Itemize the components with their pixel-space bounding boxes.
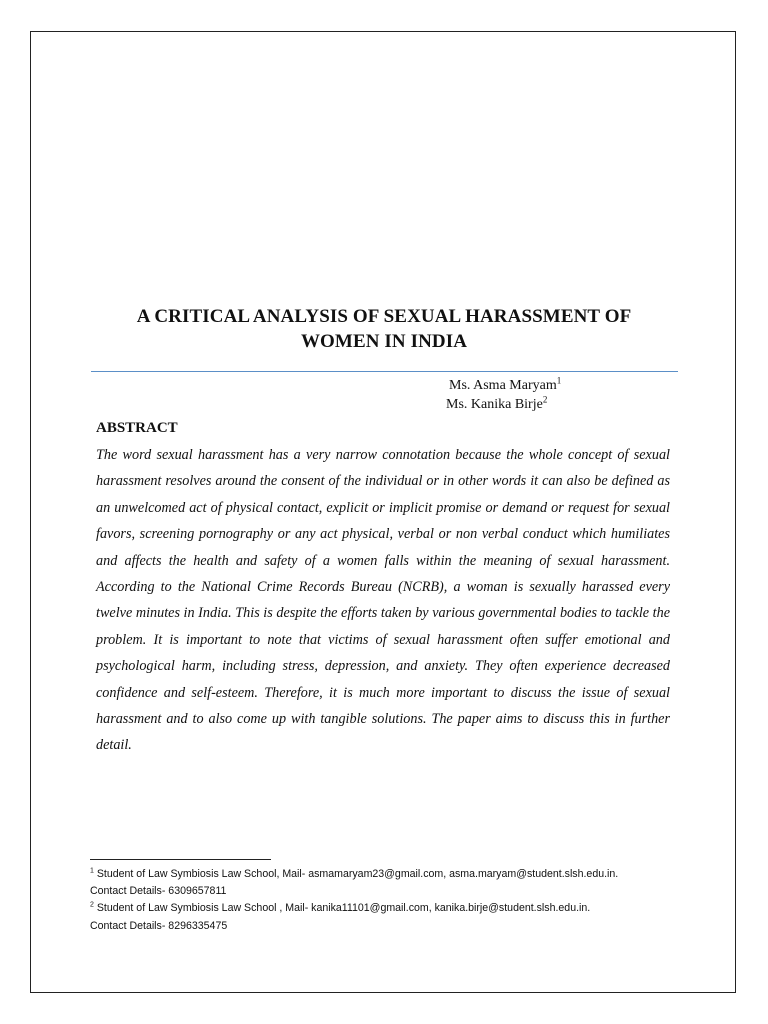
footnote-2-line-1 (90, 900, 710, 917)
paper-title-line-1: A CRITICAL ANALYSIS OF SEXUAL HARASSMENT OF (136, 306, 632, 327)
author-1-name: Ms. Asma Maryam (449, 378, 557, 393)
author-1 (449, 377, 561, 395)
abstract-heading: ABSTRACT (96, 420, 178, 436)
footnote-1-contact: Contact Details- 6309657811 (90, 885, 227, 898)
paper-title (60, 304, 708, 354)
title-divider (91, 371, 678, 372)
author-2 (446, 396, 547, 414)
footnote-2 (90, 900, 710, 934)
footnote-1-line-1 (90, 866, 710, 883)
footnote-1 (90, 866, 710, 900)
author-1-footnote-mark[interactable]: 1 (556, 375, 562, 386)
footnote-2-contact: Contact Details- 8296335475 (90, 919, 228, 932)
abstract-body: The word sexual harassment has a very narrow connotation because the whole concept of sexual harassment resolves around the consent of the individual or in other words it can also be defined as an unwelcomed act of physical contact, explicit or implicit promise or demand or request for sexual favors, screening pornography or any act physical, verbal or non verbal conduct which humiliates and affects the health and safety of a women falls within the meaning of sexual harassment. According to the National Crime Records Bureau (NCRB), a woman is sexually harassed every twelve minutes in India. This is despite the efforts taken by various governmental bodies to tackle the problem. It is important to note that victims of sexual harassment often suffer emotional and psychological harm, including stress, depression, and anxiety. They often experience decreased confidence and self-esteem. Therefore, it is much more important to discuss the issue of sexual harassment and to also come up with tangible solutions. The paper aims to discuss this in further detail. (96, 447, 670, 754)
author-2-name: Ms. Kanika Birje (446, 397, 543, 412)
author-2-footnote-mark[interactable]: 2 (542, 394, 548, 405)
footnotes (90, 866, 710, 935)
footnote-1-text: Student of Law Symbiosis Law School, Mail- asmamaryam23@gmail.com, asma.maryam@student.slsh.edu.in. (93, 868, 619, 880)
footnote-1-mark: 1 (90, 867, 94, 875)
footnote-2-text: Student of Law Symbiosis Law School , Mail- kanika11101@gmail.com, kanika.birje@student.slsh.edu.in. (93, 902, 591, 915)
footnote-2-mark: 2 (90, 901, 94, 909)
paper-title-line-2: WOMEN IN INDIA (300, 331, 468, 352)
footnote-divider (90, 859, 271, 860)
